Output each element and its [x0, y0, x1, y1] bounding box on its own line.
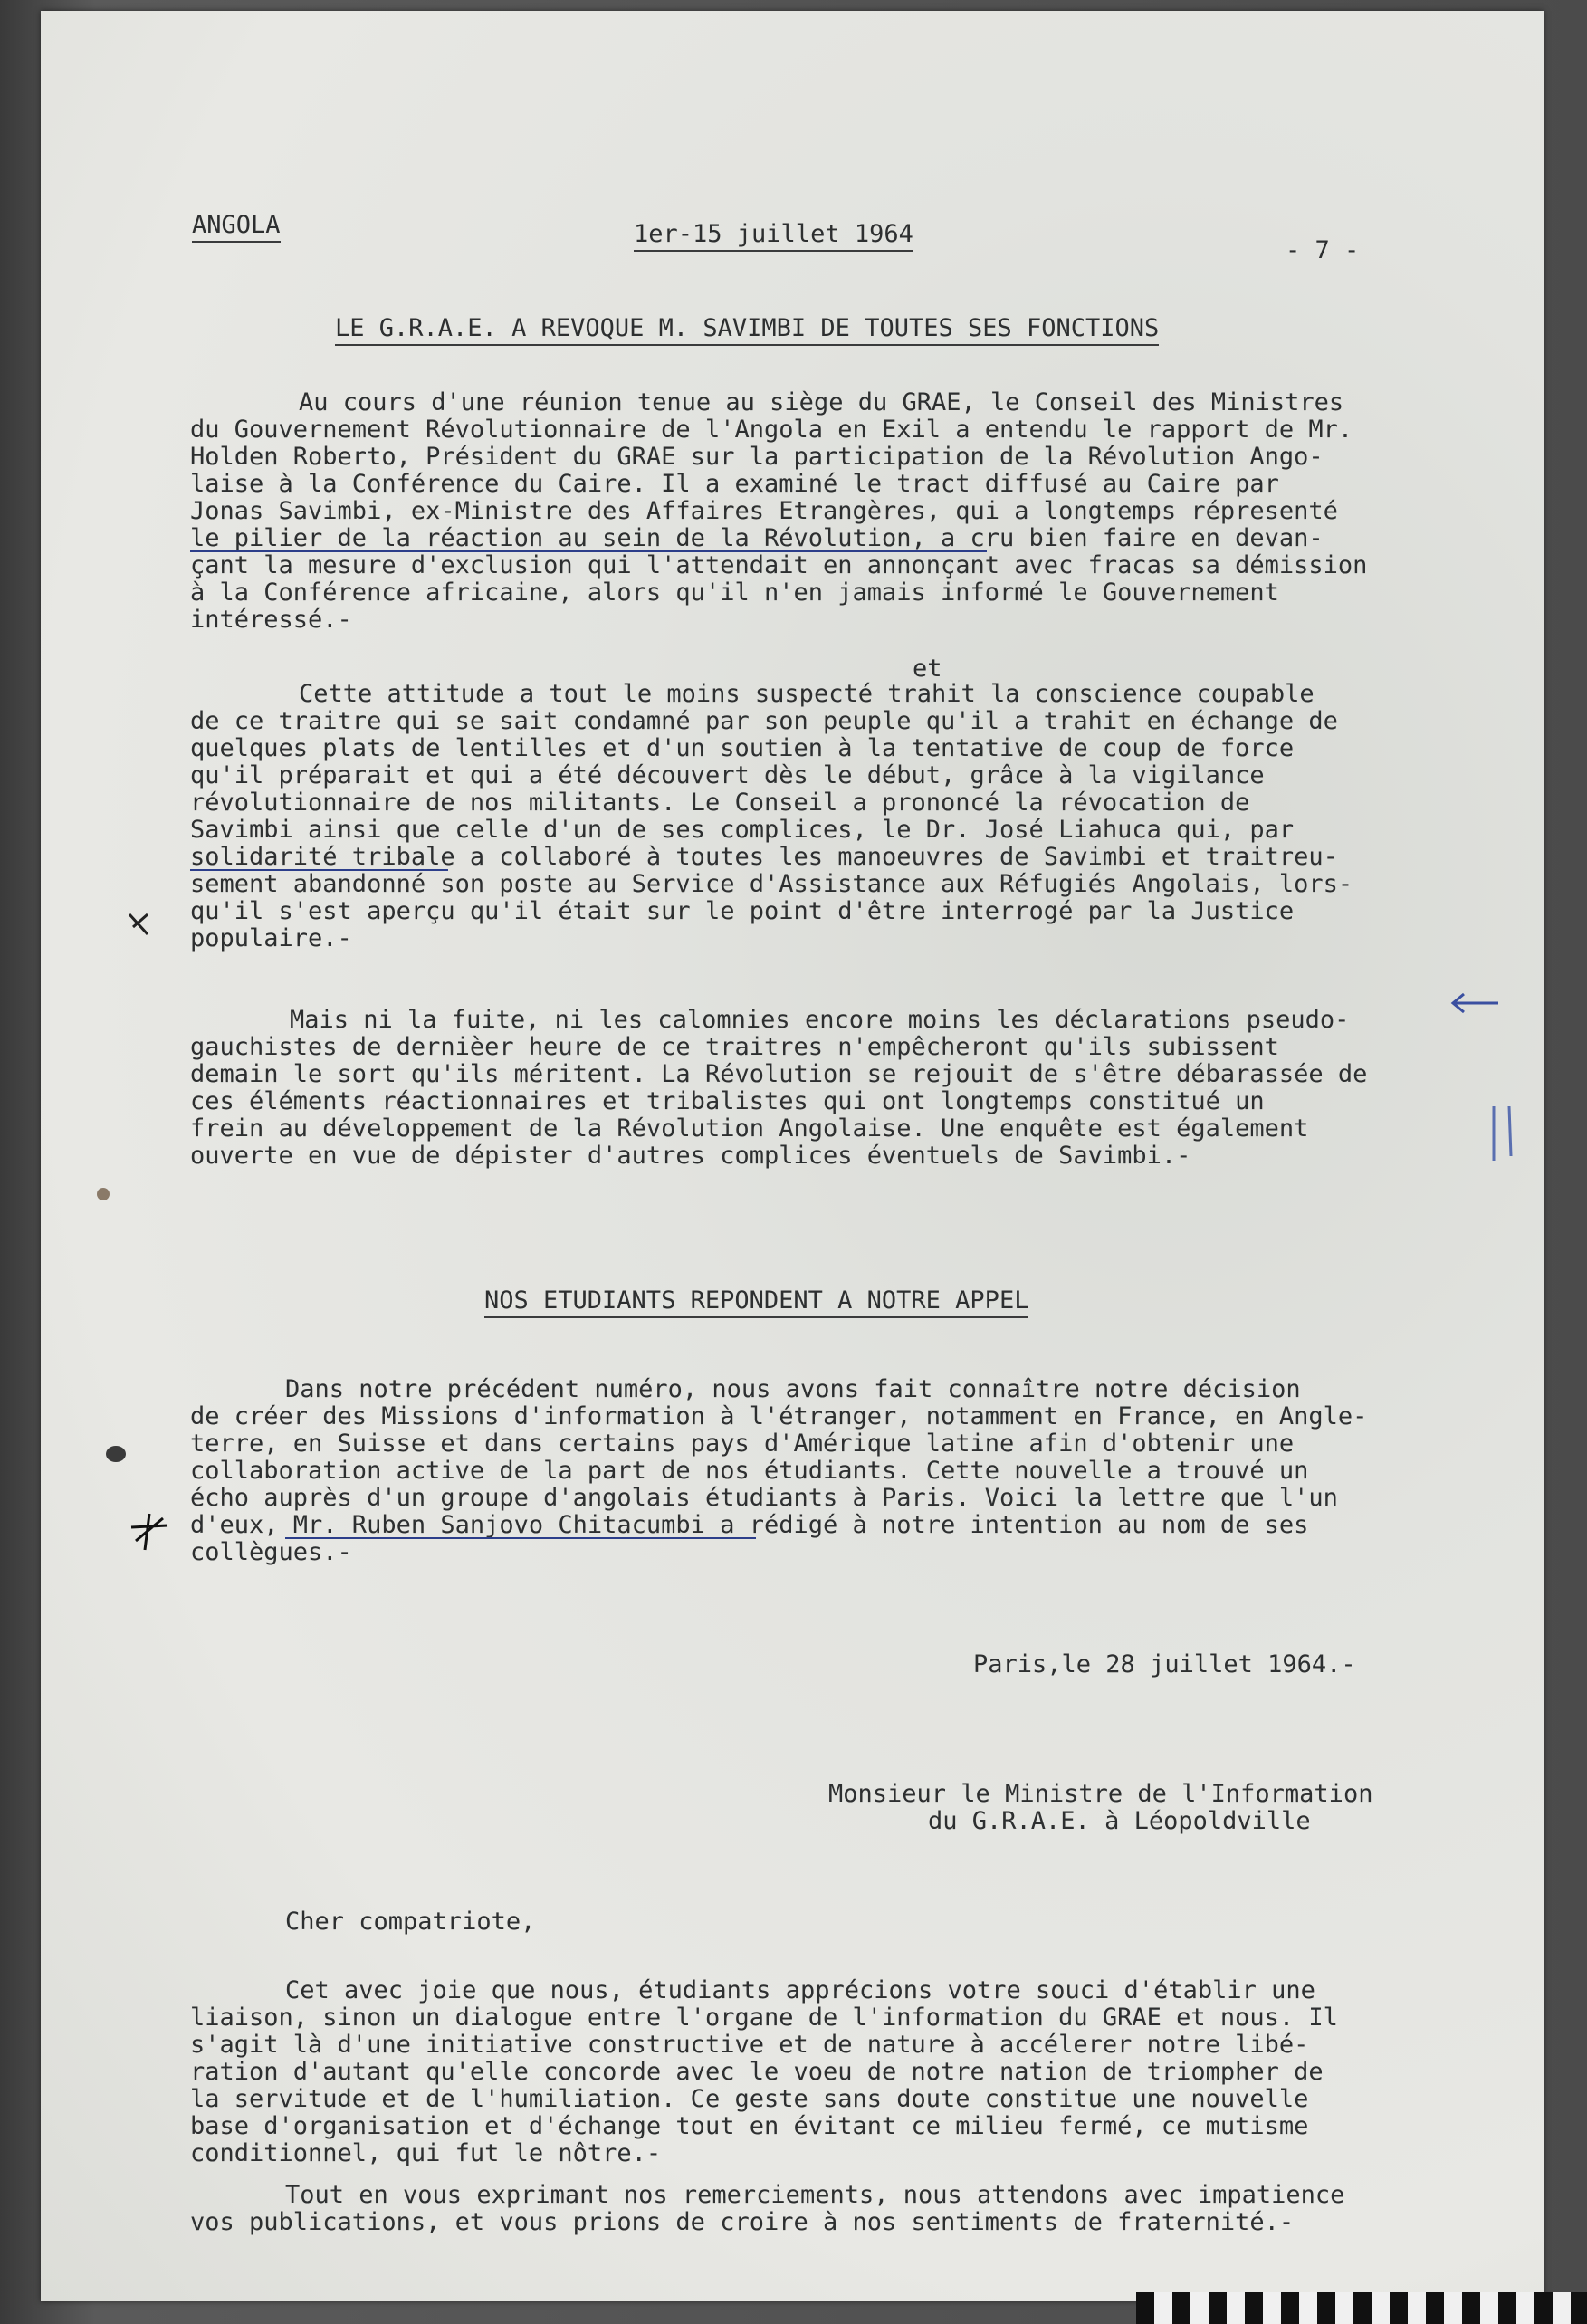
text-line: Jonas Savimbi, ex-Ministre des Affaires Etrangères, qui a longtemps répresenté — [190, 497, 1338, 525]
text-line: de créer des Missions d'information à l'étranger, notamment en France, en Angle- — [190, 1402, 1368, 1430]
text-line: à la Conférence africaine, alors qu'il n'en jamais informé le Gouvernement — [190, 579, 1279, 607]
arrow-mark — [1453, 994, 1498, 1012]
header-country: ANGOLA — [192, 212, 281, 243]
text-line: qu'il préparait et qui a été découvert dès le début, grâce à la vigilance — [190, 761, 1265, 789]
text-line: ouverte en vue de dépister d'autres complices éventuels de Savimbi.- — [190, 1142, 1191, 1170]
text-line: quelques plats de lentilles et d'un soutien à la tentative de coup de force — [190, 734, 1295, 762]
letter-dateline: Paris,le 28 juillet 1964.- — [973, 1650, 1356, 1678]
text-line: sement abandonné son poste au Service d'Assistance aux Réfugiés Angolais, lors- — [190, 870, 1353, 898]
text-line: gauchistes de dernièer heure de ce traitres n'empêcheront qu'ils subissent — [190, 1033, 1279, 1061]
text-line: demain le sort qu'ils méritent. La Révolution se rejouit de s'être débarassée de — [190, 1060, 1368, 1088]
margin-pen-marks — [1444, 971, 1525, 1179]
text-line: intéressé.- — [190, 606, 352, 634]
typed-document-page — [41, 11, 1544, 2301]
text-line: le pilier de la réaction au sein de la Révolution, a cru bien faire en devan- — [190, 524, 1324, 552]
pen-underline-ruben — [285, 1537, 756, 1539]
text-line: Cette attitude a tout le moins suspecté trahit la conscience coupable — [299, 680, 1315, 708]
addressee-line: du G.R.A.E. à Léopoldville — [928, 1807, 1311, 1835]
bracket-mark — [1494, 1106, 1511, 1161]
article1-title: LE G.R.A.E. A REVOQUE M. SAVIMBI DE TOUTES SES FONCTIONS — [335, 315, 1159, 346]
text-line: Tout en vous exprimant nos remerciements, nous attendons avec impatience — [285, 2181, 1345, 2209]
scale-ruler — [1136, 2292, 1587, 2324]
text-line: écho auprès d'un groupe d'angolais étudiants à Paris. Voici la lettre que l'un — [190, 1484, 1338, 1512]
margin-asterisk-mark — [127, 1509, 172, 1554]
punch-hole — [106, 1446, 126, 1462]
text-line: terre, en Suisse et dans certains pays d'Amérique latine afin d'obtenir une — [190, 1430, 1295, 1458]
inserted-word-et: et — [913, 655, 942, 683]
text-line: Cet avec joie que nous, étudiants apprécions votre souci d'établir une — [285, 1976, 1315, 2004]
text-line: d'eux, Mr. Ruben Sanjovo Chitacumbi a rédigé à notre intention au nom de ses — [190, 1511, 1309, 1539]
text-line: collègues.- — [190, 1538, 352, 1566]
text-line: de ce traitre qui se sait condamné par son peuple qu'il a trahit en échange de — [190, 707, 1338, 735]
text-line: Savimbi ainsi que celle d'un de ses complices, le Dr. José Liahuca qui, par — [190, 816, 1295, 844]
text-line: populaire.- — [190, 924, 352, 952]
text-line: s'agit là d'une initiative constructive et de nature à accélerer notre libé- — [190, 2031, 1309, 2059]
text-line: Holden Roberto, Président du GRAE sur la participation de la Révolution Ango- — [190, 443, 1324, 471]
text-line: frein au développement de la Révolution Angolaise. Une enquête est également — [190, 1114, 1309, 1143]
text-line: liaison, sinon un dialogue entre l'organe de l'information du GRAE et nous. Il — [190, 2004, 1338, 2032]
text-line: qu'il s'est aperçu qu'il était sur le point d'être interrogé par la Justice — [190, 897, 1295, 925]
margin-letter-mark — [122, 907, 158, 943]
text-line: Au cours d'une réunion tenue au siège du GRAE, le Conseil des Ministres — [299, 388, 1344, 416]
text-line: laise à la Conférence du Caire. Il a examiné le tract diffusé au Caire par — [190, 470, 1279, 498]
text-line: ration d'autant qu'elle concorde avec le voeu de notre nation de triompher de — [190, 2058, 1324, 2086]
text-line: vos publications, et vous prions de croire à nos sentiments de fraternité.- — [190, 2208, 1295, 2236]
pen-underline-solidarite — [190, 869, 448, 871]
stain-mark — [97, 1188, 110, 1200]
article2-title: NOS ETUDIANTS REPONDENT A NOTRE APPEL — [484, 1287, 1028, 1318]
text-line: çant la mesure d'exclusion qui l'attendait en annonçant avec fracas sa démission — [190, 551, 1368, 579]
page-number: - 7 - — [1286, 236, 1360, 264]
text-line: ces éléments réactionnaires et tribalistes qui ont longtemps constitué un — [190, 1087, 1265, 1115]
addressee-line: Monsieur le Ministre de l'Information — [828, 1780, 1373, 1808]
pen-underline-pilier — [190, 550, 987, 552]
text-line: la servitude et de l'humiliation. Ce geste sans doute constitue une nouvelle — [190, 2085, 1309, 2113]
text-line: collaboration active de la part de nos étudiants. Cette nouvelle a trouvé un — [190, 1457, 1309, 1485]
text-line: du Gouvernement Révolutionnaire de l'Angola en Exil a entendu le rapport de Mr. — [190, 416, 1353, 444]
text-line: révolutionnaire de nos militants. Le Conseil a prononcé la révocation de — [190, 789, 1250, 817]
text-line: solidarité tribale a collaboré à toutes les manoeuvres de Savimbi et traitreu- — [190, 843, 1338, 871]
letter-salutation: Cher compatriote, — [285, 1908, 536, 1936]
text-line: Mais ni la fuite, ni les calomnies encore moins les déclarations pseudo- — [290, 1006, 1350, 1034]
text-line: conditionnel, qui fut le nôtre.- — [190, 2139, 662, 2167]
text-line: Dans notre précédent numéro, nous avons fait connaître notre décision — [285, 1375, 1301, 1403]
header-date: 1er-15 juillet 1964 — [634, 221, 913, 252]
text-line: base d'organisation et d'échange tout en évitant ce milieu fermé, ce mutisme — [190, 2112, 1309, 2140]
